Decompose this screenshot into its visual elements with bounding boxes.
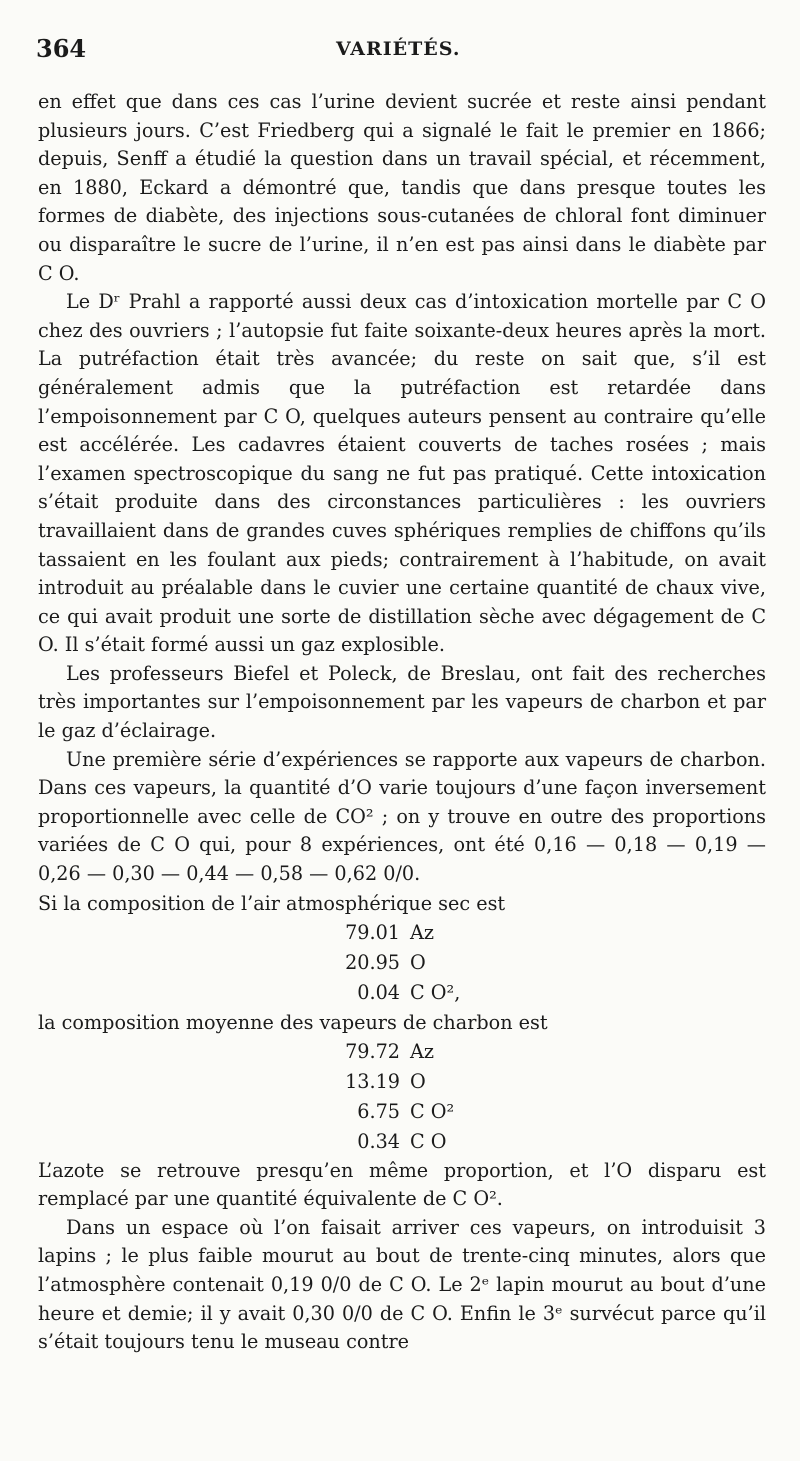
composition-value: 0.04: [357, 980, 400, 1004]
composition-gas: C O²: [410, 1099, 455, 1123]
air-composition-list: [38, 918, 766, 1008]
vapour-composition-row: [38, 1127, 766, 1157]
paragraph-first-series: Une première série d’expériences se rapporte aux vapeurs de charbon. Dans ces vapeurs, la quantité d’O varie toujours d’une façon inversement proportionnelle avec celle de CO² ; on y trouve en outre des proportions variées de C O qui, pour 8 expériences, ont été 0,16 — 0,18 — 0,19 — 0,26 — 0,30 — 0,44 — 0,58 — 0,62 0/0.: [38, 747, 766, 886]
composition-value: 79.01: [345, 920, 400, 944]
page-number: 364: [36, 34, 87, 63]
paragraph-breslau-research: Les professeurs Biefel et Poleck, de Breslau, ont fait des recherches très importantes sur l’empoisonnement par les vapeurs de charbon et par le gaz d’éclairage.: [38, 661, 766, 743]
composition-gas: C O²,: [410, 980, 461, 1004]
composition-value: 79.72: [345, 1039, 400, 1063]
composition-gas: Az: [410, 920, 434, 944]
running-head: VARIÉTÉS.: [336, 38, 461, 60]
composition-value: 20.95: [345, 950, 400, 974]
vapour-composition-intro: la composition moyenne des vapeurs de charbon est: [38, 1010, 548, 1034]
page-header: [36, 34, 766, 72]
composition-value: 6.75: [357, 1099, 400, 1123]
article-body: [38, 88, 766, 1357]
vapour-composition-row: [38, 1097, 766, 1127]
air-composition-intro: Si la composition de l’air atmosphérique sec est: [38, 891, 506, 915]
composition-gas: O: [410, 1069, 426, 1093]
vapour-composition-row: [38, 1067, 766, 1097]
composition-value: 0.34: [357, 1129, 400, 1153]
composition-value: 13.19: [345, 1069, 400, 1093]
paragraph-prahl-cases: Le Dʳ Prahl a rapporté aussi deux cas d’intoxication mortelle par C O chez des ouvriers ; l’autopsie fut faite soixante-deux heures après la mort. La putréfaction était très avancée; du reste on sait que, s’il est généralement admis que la putréfaction est retardée dans l’empoisonnement par C O, quelques auteurs pensent au contraire qu’elle est accélérée. Les cadavres étaient couverts de taches rosées ; mais l’examen spectroscopique du sang ne fut pas pratiqué. Cette intoxication s’était produite dans des circonstances particulières : les ouvriers travaillaient dans de grandes cuves sphériques remplies de chiffons qu’ils tassaient en les foulant aux pieds; contrairement à l’habitude, on avait introduit au préalable dans le cuvier une certaine quantité de chaux vive, ce qui avait produit une sorte de distillation sèche avec dégagement de C O. Il s’était formé aussi un gaz explosible.: [38, 290, 766, 657]
composition-gas: C O: [410, 1129, 447, 1153]
air-composition-row: [38, 948, 766, 978]
air-composition-row: [38, 918, 766, 948]
paragraph-nitrogen: L’azote se retrouve presqu’en même proportion, et l’O disparu est remplacé par une quantité équivalente de C O².: [38, 1158, 766, 1211]
paragraph-diabetes: en effet que dans ces cas l’urine devient sucrée et reste ainsi pendant plusieurs jours. C’est Friedberg qui a signalé le fait le premier en 1866; depuis, Senff a étudié la question dans un travail spécial, et récemment, en 1880, Eckard a démontré que, tandis que dans presque toutes les formes de diabète, des injections sous-cutanées de chloral font diminuer ou disparaître le sucre de l’urine, il n’en est pas ainsi dans le diabète par C O.: [38, 90, 766, 285]
composition-gas: O: [410, 950, 426, 974]
composition-gas: Az: [410, 1039, 434, 1063]
vapour-composition-row: [38, 1037, 766, 1067]
air-composition-row: [38, 978, 766, 1008]
vapour-composition-list: [38, 1037, 766, 1157]
paragraph-rabbits: Dans un espace où l’on faisait arriver ces vapeurs, on introduisit 3 lapins ; le plus faible mourut au bout de trente-cinq minutes, alors que l’atmosphère contenait 0,19 0/0 de C O. Le 2ᵉ lapin mourut au bout d’une heure et demie; il y avait 0,30 0/0 de C O. Enfin le 3ᵉ survécut parce qu’il s’était toujours tenu le museau contre: [38, 1215, 766, 1354]
